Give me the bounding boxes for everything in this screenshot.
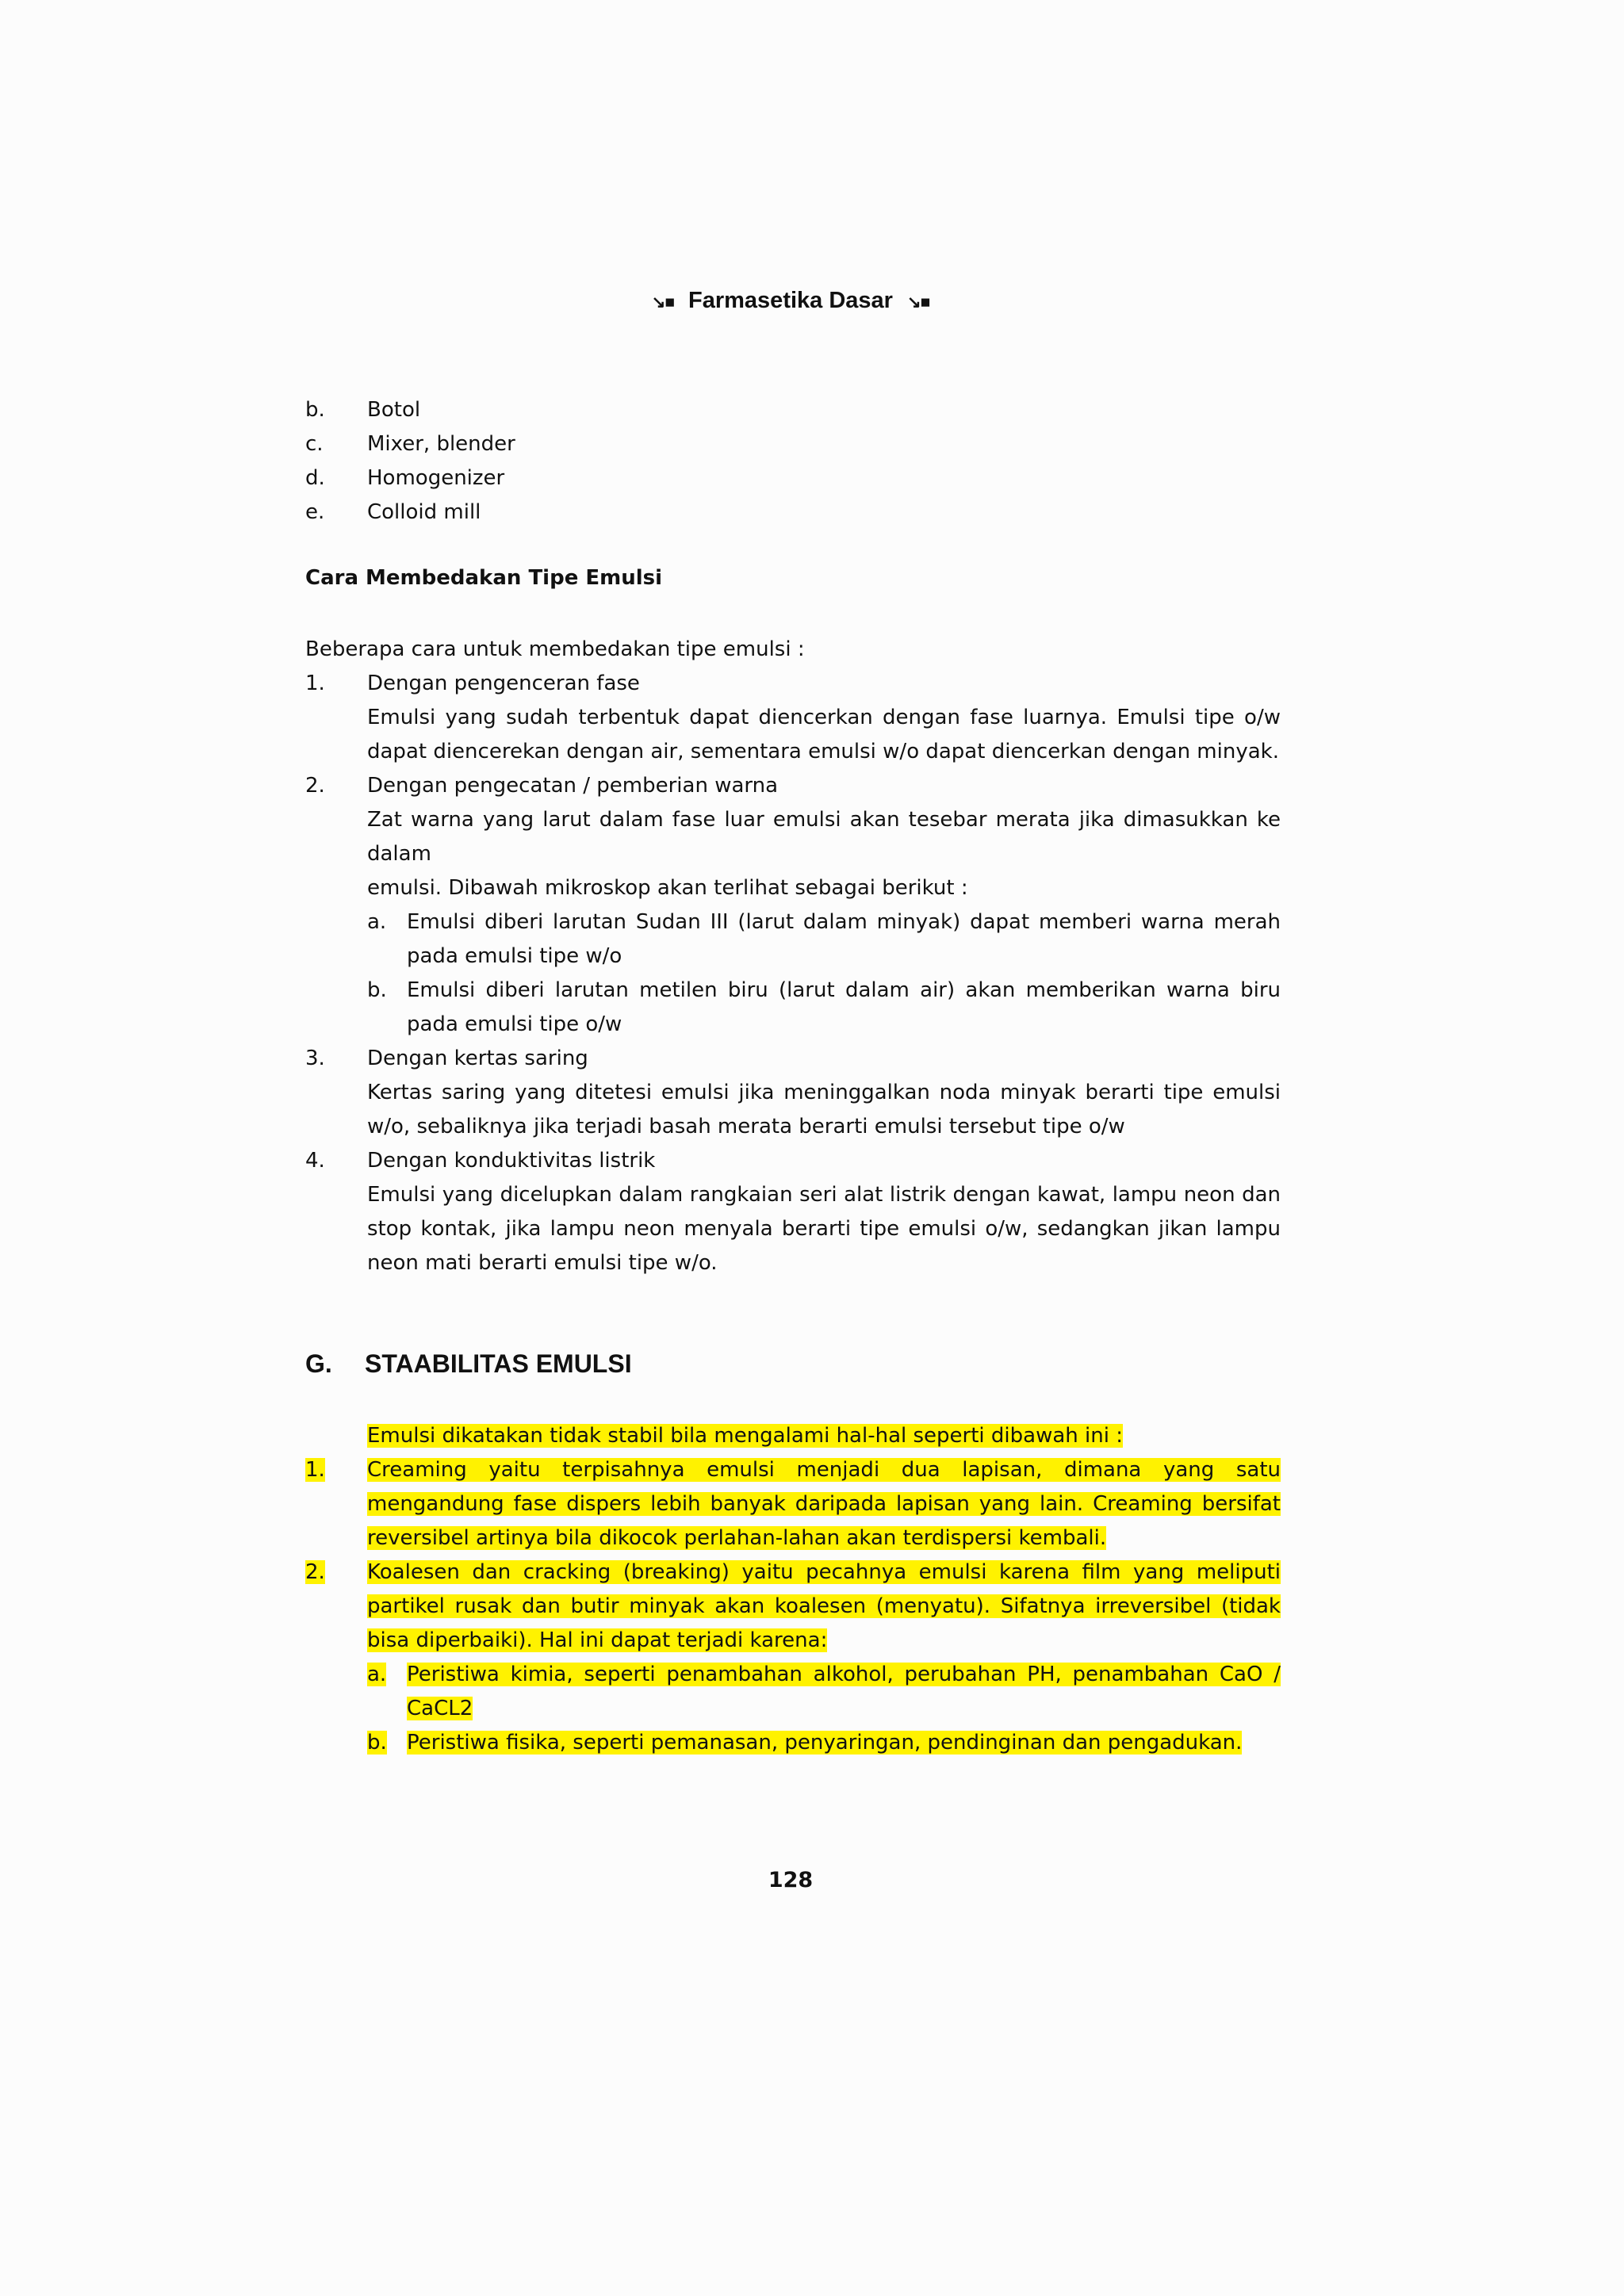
list-item: [305, 427, 1281, 461]
highlighted-text: Emulsi dikatakan tidak stabil bila mengalami hal-hal seperti dibawah ini :: [367, 1424, 1123, 1448]
list-text: Mixer, blender: [367, 432, 515, 456]
list-text: Homogenizer: [367, 466, 505, 490]
running-header: [0, 288, 1581, 314]
list-label: d.: [305, 466, 325, 490]
header-ornament-icon: ↘■: [906, 293, 930, 312]
method-description: Zat warna yang larut dalam fase luar emulsi akan tesebar merata jika dimasukkan ke dalam: [367, 808, 1281, 866]
list-item: [305, 461, 1281, 496]
list-text: Botol: [367, 398, 421, 422]
list-item: [305, 1453, 1281, 1556]
sub-text: Emulsi diberi larutan Sudan III (larut dalam minyak) dapat memberi warna merah pada emulsi tipe w/o: [407, 910, 1281, 968]
method-description: Emulsi yang dicelupkan dalam rangkaian seri alat listrik dengan kawat, lampu neon dan stop kontak, jika lampu neon menyala berarti tipe emulsi o/w, sedangkan jikan lampu neon mati berarti emulsi tipe w/o.: [367, 1183, 1281, 1275]
method-description: emulsi. Dibawah mikroskop akan terlihat sebagai berikut :: [367, 876, 968, 900]
page-number: 128: [768, 1868, 814, 1892]
list-label: 1.: [305, 1458, 325, 1482]
method-number: 2.: [305, 774, 325, 798]
sub-text: Emulsi diberi larutan metilen biru (larut dalam air) akan memberikan warna biru pada emulsi tipe o/w: [407, 978, 1281, 1036]
section-title: STAABILITAS EMULSI: [365, 1349, 632, 1378]
sub-label: a.: [367, 910, 387, 934]
sub-item: [367, 1726, 1281, 1760]
method-item: [305, 769, 1281, 1042]
highlighted-text: Peristiwa kimia, seperti penambahan alkohol, perubahan PH, penambahan CaO / CaCL2: [407, 1663, 1281, 1720]
method-item: [305, 667, 1281, 769]
sub-label: a.: [367, 1663, 387, 1686]
sub-item: [367, 905, 1281, 974]
method-number: 3.: [305, 1047, 325, 1070]
method-list: [305, 667, 1281, 1280]
method-title: Dengan pengenceran fase: [367, 672, 640, 695]
method-title: Dengan konduktivitas listrik: [367, 1149, 656, 1173]
equipment-list: [305, 393, 1281, 530]
list-item: [305, 1556, 1281, 1658]
method-description: Kertas saring yang ditetesi emulsi jika meninggalkan noda minyak berarti tipe emulsi w/o, sebaliknya jika terjadi basah merata berarti emulsi tersebut tipe o/w: [367, 1081, 1281, 1138]
list-label: e.: [305, 500, 325, 524]
method-item: [305, 1144, 1281, 1280]
sub-label: b.: [367, 978, 387, 1002]
section-letter: G.: [305, 1349, 332, 1378]
method-number: 1.: [305, 672, 325, 695]
highlighted-intro: [305, 1419, 1281, 1453]
method-item: [305, 1042, 1281, 1144]
sub-label: b.: [367, 1731, 387, 1755]
header-title: Farmasetika Dasar: [688, 288, 893, 313]
highlighted-text: Koalesen dan cracking (breaking) yaitu pecahnya emulsi karena film yang meliputi partikel rusak dan butir minyak akan koalesen (menyatu). Sifatnya irreversibel (tidak bisa diperbaiki). Hal ini dapat terjadi karena:: [367, 1560, 1281, 1652]
method-title: Dengan kertas saring: [367, 1047, 588, 1070]
sub-item: [367, 1658, 1281, 1726]
intro-paragraph: Beberapa cara untuk membedakan tipe emulsi :: [305, 637, 805, 661]
section-g-heading: [305, 1349, 632, 1379]
method-description: Emulsi yang sudah terbentuk dapat diencerkan dengan fase luarnya. Emulsi tipe o/w dapat diencerekan dengan air, sementara emulsi w/o dapat diencerkan dengan minyak.: [367, 706, 1281, 763]
list-text: Colloid mill: [367, 500, 481, 524]
list-label: b.: [305, 398, 325, 422]
sub-item: [367, 974, 1281, 1042]
list-label: 2.: [305, 1560, 325, 1584]
method-title: Dengan pengecatan / pemberian warna: [367, 774, 779, 798]
stability-section: [305, 1419, 1281, 1760]
highlighted-text: Peristiwa fisika, seperti pemanasan, penyaringan, pendinginan dan pengadukan.: [407, 1731, 1243, 1755]
list-label: c.: [305, 432, 324, 456]
list-item: [305, 393, 1281, 427]
method-number: 4.: [305, 1149, 325, 1173]
highlighted-text: Creaming yaitu terpisahnya emulsi menjadi dua lapisan, dimana yang satu mengandung fase dispers lebih banyak daripada lapisan yang lain. Creaming bersifat reversibel artinya bila dikocok perlahan-lahan akan terdispersi kembali.: [367, 1458, 1281, 1550]
list-item: [305, 496, 1281, 530]
section-heading: Cara Membedakan Tipe Emulsi: [305, 566, 663, 590]
header-ornament-icon: ↘■: [651, 293, 675, 312]
